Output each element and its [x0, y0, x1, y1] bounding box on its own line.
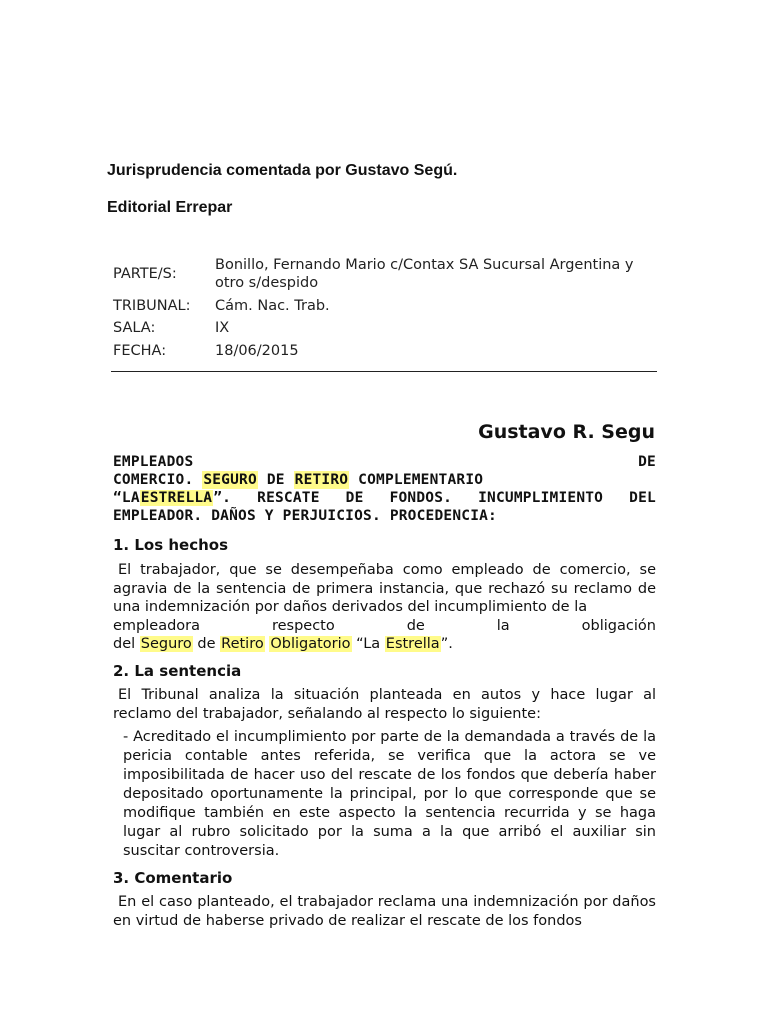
paragraph-word: empleadora [113, 617, 201, 634]
meta-label-parte: PARTE/S: [113, 266, 177, 282]
paragraph-text: de [192, 636, 221, 652]
summary-text: COMERCIO. [113, 472, 203, 488]
summary-word: INCUMPLIMIENTO [478, 490, 604, 506]
meta-value-sala: IX [215, 320, 230, 336]
header-title: Jurisprudencia comentada por Gustavo Segú. [107, 162, 458, 179]
summary-word: RESCATE [257, 490, 320, 506]
summary-text: COMPLEMENTARIO [349, 472, 484, 488]
paragraph-word: la [496, 617, 510, 634]
summary-word: DE [345, 490, 364, 506]
highlight: RETIRO [294, 472, 349, 488]
summary-word: EMPLEADOS [113, 454, 194, 470]
meta-label-tribunal: TRIBUNAL: [113, 298, 191, 314]
summary-word: DE [638, 454, 656, 470]
summary-text: EMPLEADOR. DAÑOS Y PERJUICIOS. PROCEDENCIA: [113, 508, 497, 524]
summary-word: ”. [213, 490, 232, 506]
meta-label-sala: SALA: [113, 320, 156, 336]
meta-value-parte: Bonillo, Fernando Mario c/Contax SA Sucursal Argentina y otro s/despido [215, 257, 634, 291]
highlight: Seguro [140, 636, 192, 652]
paragraph-hechos [113, 561, 656, 654]
section-title-hechos: 1. Los hechos [113, 536, 229, 554]
paragraph-text: El trabajador, que se desempeñaba como empleado de comercio, se agravia de la sentencia de primera instancia, que rechazó su reclamo de una indemnización por daños derivados del incumplimiento de la [113, 562, 656, 615]
highlight: ESTRELLA [140, 490, 213, 506]
summary-word: DEL [629, 490, 656, 506]
summary-text: DE [257, 472, 294, 488]
paragraph-comentario: En el caso planteado, el trabajador reclama una indemnización por daños en virtud de haberse privado de realizar el rescate de los fondos [113, 894, 656, 929]
paragraph-text: del [113, 636, 140, 652]
highlight: SEGURO [203, 472, 257, 488]
paragraph-text: “La [351, 636, 385, 652]
paragraph-word: obligación [581, 617, 656, 634]
paragraph-text: ”. [440, 636, 453, 652]
paragraph-word: respecto [271, 617, 335, 634]
summary-heading [113, 453, 656, 525]
section-title-comentario: 3. Comentario [113, 869, 233, 887]
paragraph-sentencia: El Tribunal analiza la situación planteada en autos y hace lugar al reclamo del trabajador, señalando al respecto lo siguiente: [113, 687, 656, 722]
meta-label-fecha: FECHA: [113, 343, 167, 359]
meta-value-tribunal: Cám. Nac. Trab. [215, 298, 330, 314]
header-publisher: Editorial Errepar [107, 199, 233, 216]
paragraph-word: de [406, 617, 425, 634]
highlight: Estrella [385, 636, 440, 652]
meta-value-fecha: 18/06/2015 [215, 343, 299, 359]
quoted-ruling: - Acreditado el incumplimiento por parte de la demandada a través de la pericia contable antes referida, se verifica que la actora se ve imposibilitada de hacer uso del rescate de los fondos que debería haber depositado oportunamente la principal, por lo que corresponde que se modifique también en este aspecto la sentencia recurrida y se haga lugar al rubro solicitado por la suma a la que arribó el auxiliar sin suscitar controversia. [123, 729, 656, 859]
highlight: Retiro [221, 636, 264, 652]
highlight: Obligatorio [270, 636, 351, 652]
summary-word: FONDOS. [389, 490, 453, 506]
summary-word: “LA [113, 490, 140, 506]
author-name: Gustavo R. Segu [478, 421, 655, 443]
divider [111, 371, 657, 372]
section-title-sentencia: 2. La sentencia [113, 662, 242, 680]
